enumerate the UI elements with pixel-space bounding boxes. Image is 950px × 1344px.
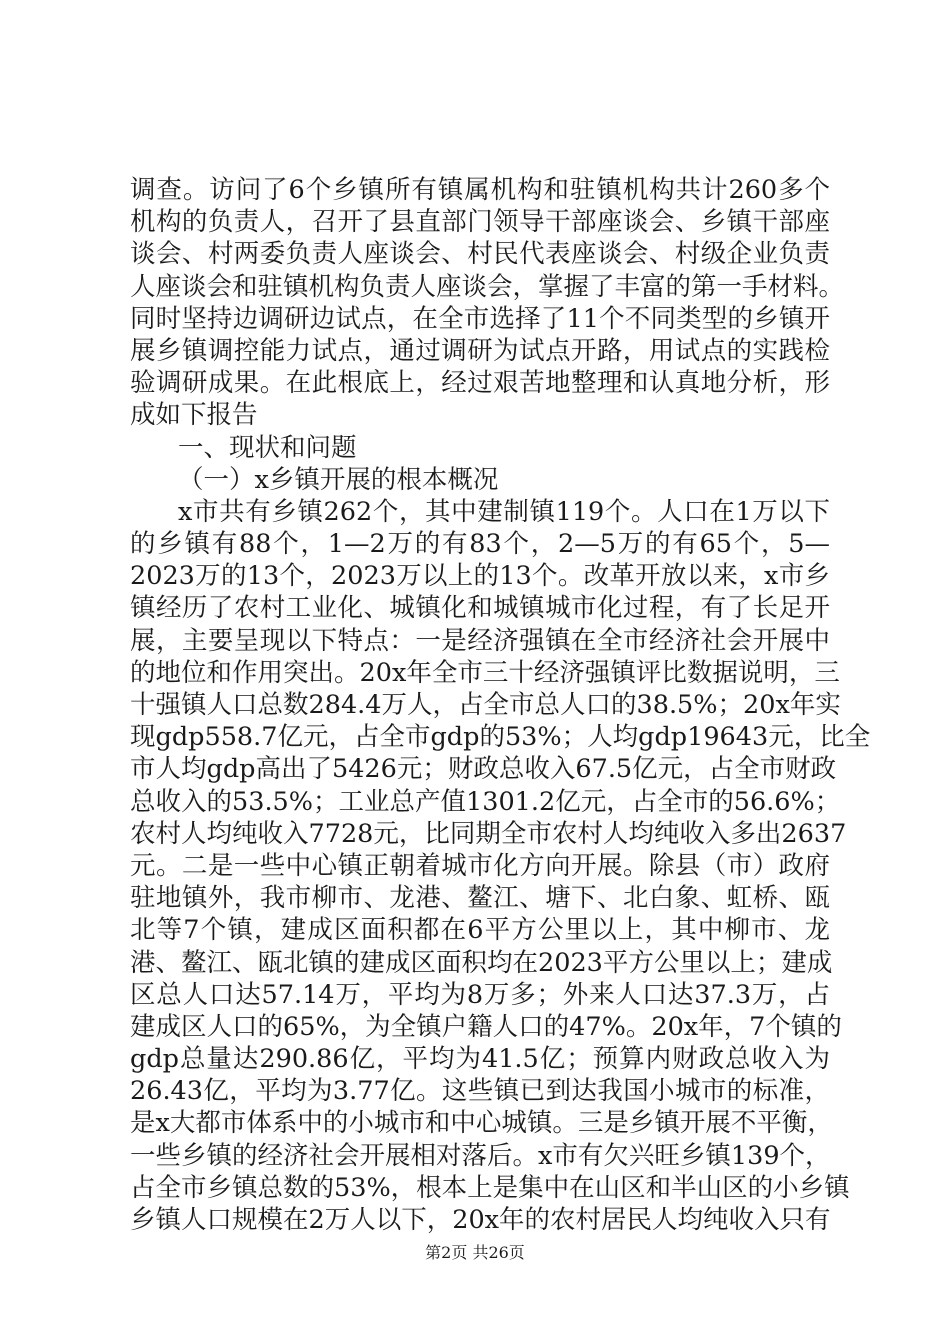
paragraph-line: 乡镇人口规模在2万人以下，20x年的农村居民人均纯收入只有 [130, 1205, 831, 1235]
paragraph-line: 驻地镇外，我市柳市、龙港、鳌江、塘下、北白象、虹桥、瓯 [130, 883, 830, 914]
paragraph-line: 是x大都市体系中的小城市和中心城镇。三是乡镇开展不平衡， [130, 1108, 833, 1139]
paragraph-line: 的地位和作用突出。20x年全市三十经济强镇评比数据说明，三 [130, 657, 840, 688]
paragraph-line: 展，主要呈现以下特点：一是经济强镇在全市经济社会开展中 [130, 625, 830, 656]
paragraph-line: 的乡镇有88个，1—2万的有83个，2—5万的有65个，5— [130, 529, 830, 560]
paragraph-line: 港、鳌江、瓯北镇的建成区面积均在2023平方公里以上；建成 [130, 947, 833, 978]
paragraph-line: 农村人均纯收入7728元，比同期全市农村人均纯收入多出2637 [130, 818, 847, 849]
document-body [130, 174, 871, 1236]
paragraph-line: x市共有乡镇262个，其中建制镇119个。人口在1万以下 [178, 496, 830, 527]
paragraph-line: 同时坚持边调研边试点，在全市选择了11个不同类型的乡镇开 [130, 303, 830, 334]
paragraph-line: 2023万的13个，2023万以上的13个。改革开放以来，x市乡 [130, 561, 830, 592]
paragraph-line: 验调研成果。在此根底上，经过艰苦地整理和认真地分析，形 [130, 368, 830, 399]
paragraph-line: 元。二是一些中心镇正朝着城市化方向开展。除县（市）政府 [130, 850, 830, 881]
paragraph-line: 展乡镇调控能力试点，通过调研为试点开路，用试点的实践检 [130, 335, 830, 366]
paragraph-line: 市人均gdp高出了5426元；财政总收入67.5亿元，占全市财政 [130, 754, 837, 785]
subsection-heading: （一）x乡镇开展的根本概况 [178, 464, 499, 495]
page-number-footer: 第2页 共26页 [425, 1243, 525, 1262]
paragraph-line: 成如下报告 [130, 400, 258, 431]
paragraph-line: 区总人口达57.14万，平均为8万多；外来人口达37.3万，占 [130, 979, 830, 1010]
paragraph-line: 26.43亿，平均为3.77亿。这些镇已到达我国小城市的标准， [130, 1076, 830, 1107]
paragraph-line: 现gdp558.7亿元，占全市gdp的53%；人均gdp19643元，比全 [130, 722, 871, 753]
section-heading: 一、现状和问题 [178, 432, 357, 463]
paragraph-line: 北等7个镇，建成区面积都在6平方公里以上，其中柳市、龙 [130, 915, 830, 946]
paragraph-line: 谈会、村两委负责人座谈会、村民代表座谈会、村级企业负责 [130, 239, 830, 270]
paragraph-line: 一些乡镇的经济社会开展相对落后。x市有欠兴旺乡镇139个， [130, 1140, 831, 1171]
paragraph-line: 总收入的53.5%；工业总产值1301.2亿元，占全市的56.6%； [130, 786, 841, 817]
paragraph-line: gdp总量达290.86亿，平均为41.5亿；预算内财政总收入为 [130, 1044, 830, 1075]
paragraph-line: 占全市乡镇总数的53%，根本上是集中在山区和半山区的小乡镇 [130, 1172, 850, 1203]
paragraph-line: 机构的负责人，召开了县直部门领导干部座谈会、乡镇干部座 [130, 207, 830, 238]
paragraph-line: 调查。访问了6个乡镇所有镇属机构和驻镇机构共计260多个 [130, 175, 830, 205]
paragraph-line: 人座谈会和驻镇机构负责人座谈会，掌握了丰富的第一手材料。 [130, 271, 845, 302]
paragraph-line: 十强镇人口总数284.4万人，占全市总人口的38.5%；20x年实 [130, 690, 841, 720]
paragraph-line: 建成区人口的65%，为全镇户籍人口的47%。20x年，7个镇的 [130, 1011, 842, 1042]
paragraph-line: 镇经历了农村工业化、城镇化和城镇城市化过程，有了长足开 [130, 593, 830, 624]
